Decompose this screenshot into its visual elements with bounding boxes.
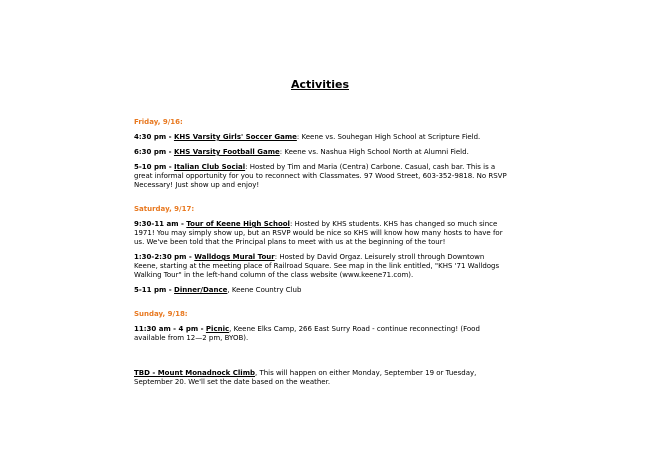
event-item [134,220,509,247]
day-block-saturday [134,205,509,295]
day-heading: Saturday, 9/17: [134,205,195,213]
event-time: 4:30 pm - [134,133,174,141]
event-description: , This will happen on either Monday, September 19 or Tuesday, September 20. We'll set the date based on the weather. [134,369,477,386]
event-description: : Keene vs. Nashua High School North at Alumni Field. [279,148,469,156]
event-time: 1:30-2:30 pm - [134,253,195,261]
event-time: 11:30 am - 4 pm - [134,325,206,333]
activities-content [134,118,509,393]
event-name: Picnic [205,325,230,333]
event-name: Italian Club Social [174,163,246,171]
event-description: : Keene vs. Souhegan High School at Scripture Field. [296,133,481,141]
event-description: , Keene Elks Camp, 266 East Surry Road - continue reconnecting! (Food available from 12—2 pm, BYOB). [134,325,480,342]
day-block-friday [134,118,509,190]
event-time: 6:30 pm - [134,148,174,156]
day-heading: Sunday, 9/18: [134,310,188,318]
tbd-event [134,369,509,387]
event-name: Dinner/Dance [174,286,228,294]
event-item [134,133,509,142]
event-item [134,286,509,295]
event-description: : Hosted by David Orgaz. Leisurely stroll through Downtown Keene, starting at the meeting place of Railroad Square. See map in the link entitled, "KHS '71 Walldogs Walking Tour" in the left-hand column of the class website (www.keene71.com). [134,253,500,279]
event-description: : Hosted by Tim and Maria (Centra) Carbone. Casual, cash bar. This is a great informal opportunity for you to reconnect with Classmates. 97 Wood Street, 603-352-9818. No RSVP Necessary! Just show up and enjoy! [134,163,507,189]
event-name: TBD - Mount Monadnock Climb [134,369,255,377]
event-time: 9:30-11 am - [134,220,187,228]
event-item [134,325,509,343]
event-name: Walldogs Mural Tour [194,253,275,261]
day-heading: Friday, 9/16: [134,118,183,126]
event-description: : Hosted by KHS students. KHS has changed so much since 1971! You may simply show up, but an RSVP would be nice so KHS will know how many hosts to have for us. We've been told that the Principal plans to meet with us at the beginning of the tour! [134,220,503,246]
event-item [134,163,509,190]
event-item [134,253,509,280]
page-title: Activities [290,78,350,91]
event-time: 5-10 pm - [134,163,175,171]
event-name: KHS Varsity Girls' Soccer Game [173,133,297,141]
event-item [134,148,509,157]
event-description: , Keene Country Club [227,286,302,294]
event-name: KHS Varsity Football Game [173,148,280,156]
day-block-sunday [134,310,509,343]
event-time: 5-11 pm - [134,286,175,294]
event-name: Tour of Keene High School [186,220,290,228]
